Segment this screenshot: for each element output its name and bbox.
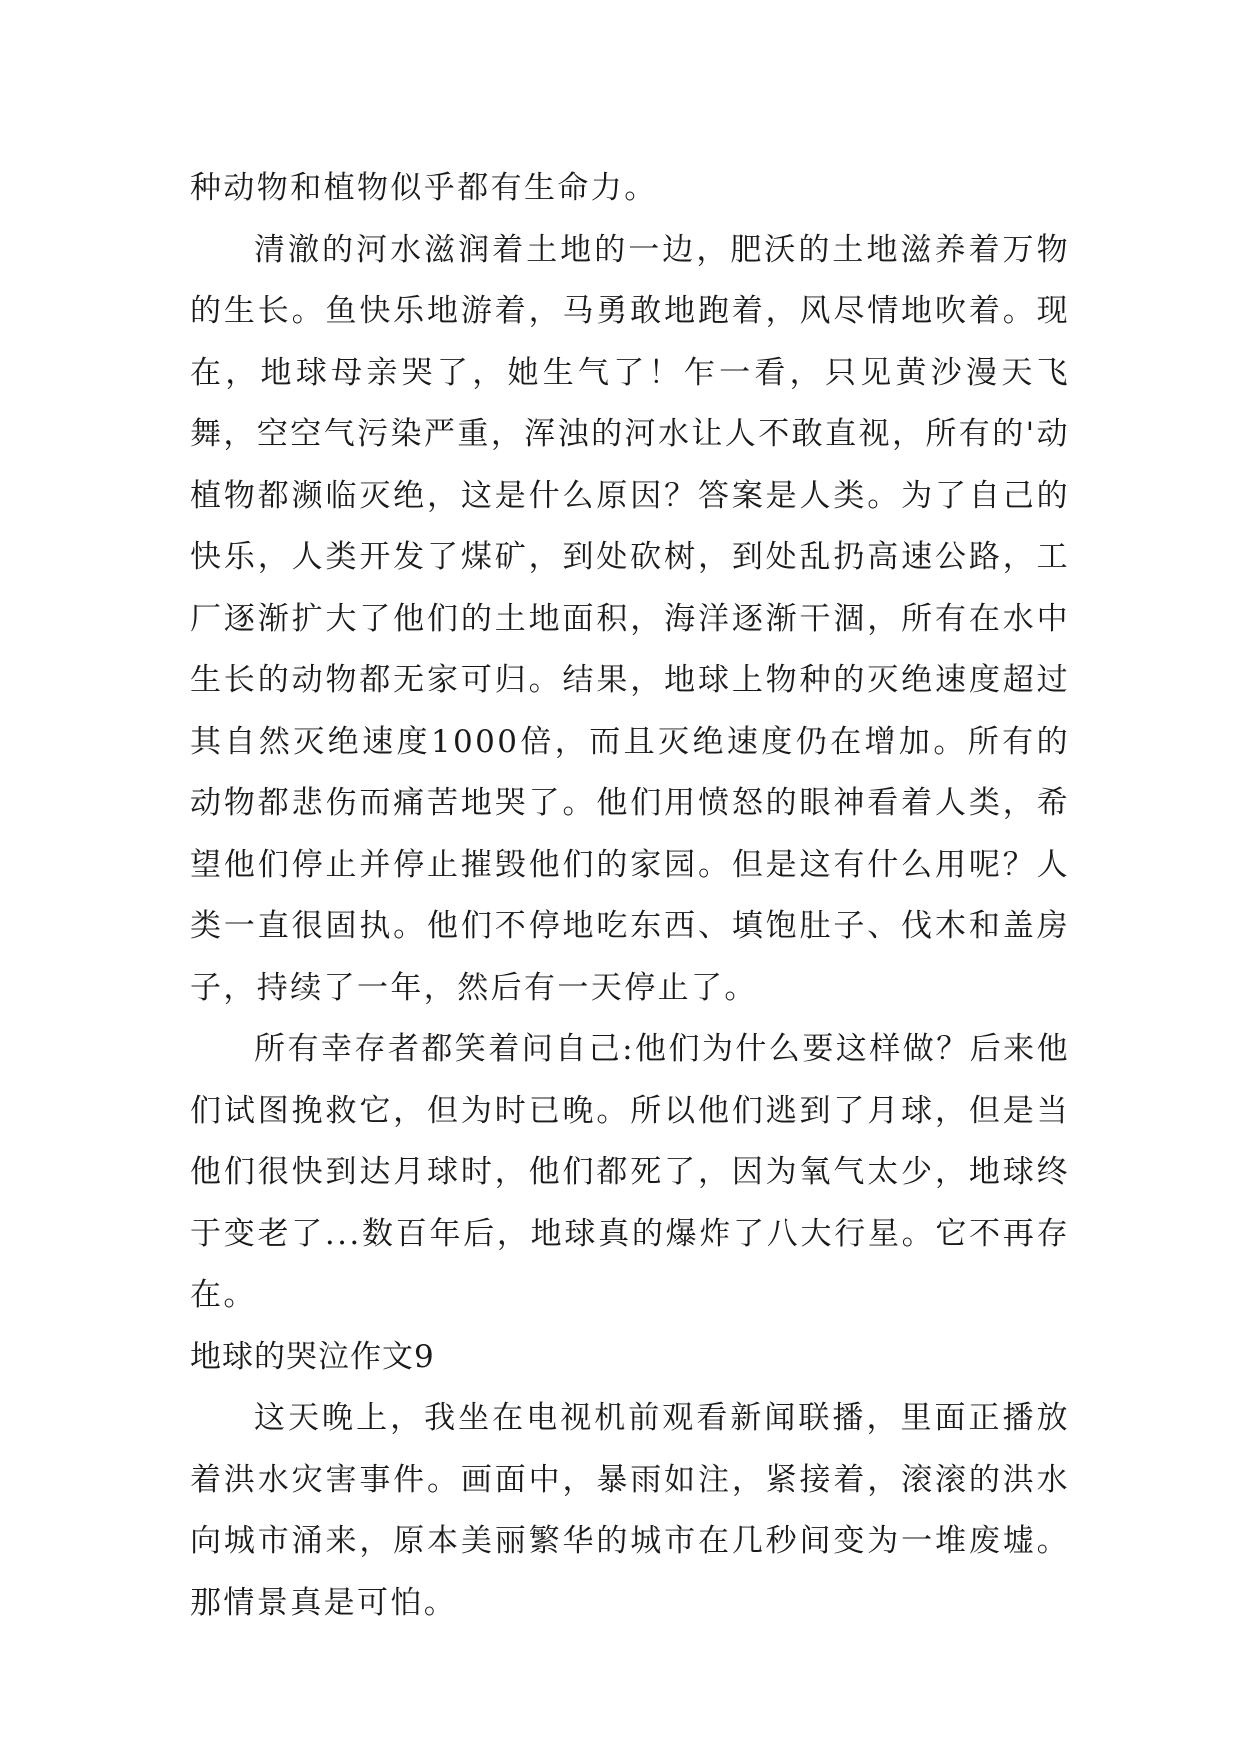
document-body (190, 158, 1070, 1634)
section-heading: 地球的哭泣作文9 (190, 1338, 435, 1375)
continuation-paragraph: 种动物和植物似乎都有生命力。 (190, 170, 658, 206)
body-paragraph: 所有幸存者都笑着问自己:他们为什么要这样做？后来他们试图挽救它，但为时已晚。所以他们逃到了月球，但是当他们很快到达月球时，他们都死了，因为氧气太少，地球终于变老了...数百年后，地球真的爆炸了八大行星。它不再存在。 (190, 1031, 1070, 1313)
body-paragraph: 清澈的河水滋润着土地的一边，肥沃的土地滋养着万物的生长。鱼快乐地游着，马勇敢地跑着，风尽情地吹着。现在，地球母亲哭了，她生气了！乍一看，只见黄沙漫天飞舞，空空气污染严重，浑浊的河水让人不敢直视，所有的'动植物都濒临灭绝，这是什么原因？答案是人类。为了自己的快乐，人类开发了煤矿，到处砍树，到处乱扔高速公路，工厂逐渐扩大了他们的土地面积，海洋逐渐干涸，所有在水中生长的动物都无家可归。结果，地球上物种的灭绝速度超过其自然灭绝速度1000倍，而且灭绝速度仍在增加。所有的动物都悲伤而痛苦地哭了。他们用愤怒的眼神看着人类，希望他们停止并停止摧毁他们的家园。但是这有什么用呢？人类一直很固执。他们不停地吃东西、填饱肚子、伐木和盖房子，持续了一年，然后有一天停止了。 (190, 231, 1070, 1006)
body-paragraph: 这天晚上，我坐在电视机前观看新闻联播，里面正播放着洪水灾害事件。画面中，暴雨如注，紧接着，滚滚的洪水向城市涌来，原本美丽繁华的城市在几秒间变为一堆废墟。那情景真是可怕。 (190, 1400, 1070, 1621)
